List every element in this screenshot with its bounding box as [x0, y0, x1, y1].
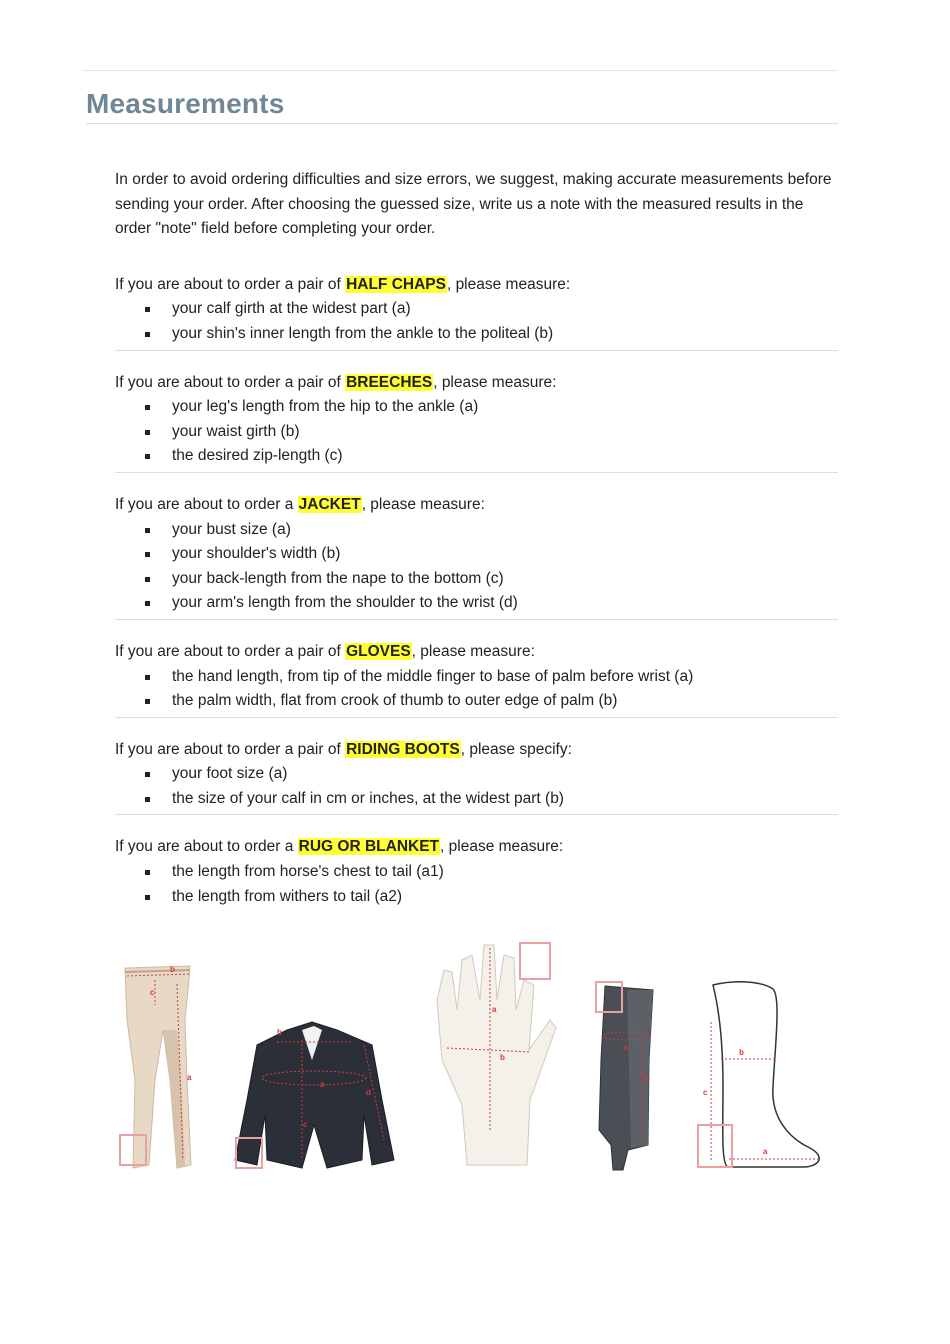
heading-prefix: If you are about to order a pair of	[115, 642, 346, 660]
glove-illustration	[432, 940, 562, 1175]
top-rule	[82, 70, 838, 71]
heading-suffix: , please measure:	[440, 838, 564, 856]
list-item: your waist girth (b)	[145, 420, 838, 445]
list-item: the length from horse's chest to tail (a1)	[145, 860, 838, 885]
section-heading	[115, 273, 838, 298]
section-breeches	[115, 350, 838, 469]
section-half-chaps	[115, 267, 838, 347]
label-b: b	[739, 1048, 744, 1057]
title-underline	[86, 123, 838, 124]
product-highlight: JACKET	[298, 495, 361, 513]
section-rug-blanket	[115, 814, 838, 909]
heading-suffix: , please specify:	[460, 740, 572, 758]
half-chaps-illustration	[593, 980, 663, 1175]
section-jacket	[115, 472, 838, 616]
list-item: your shoulder's width (b)	[145, 542, 838, 567]
heading-prefix: If you are about to order a pair of	[115, 740, 346, 758]
list-item: your bust size (a)	[145, 518, 838, 543]
heading-prefix: If you are about to order a	[115, 495, 298, 513]
list-item: the palm width, flat from crook of thumb to outer edge of palm (b)	[145, 689, 838, 714]
measure-list	[115, 395, 838, 469]
label-c: c	[303, 1120, 308, 1129]
content-body	[115, 168, 838, 909]
product-highlight: GLOVES	[346, 642, 411, 660]
section-riding-boots	[115, 717, 838, 812]
list-item: your leg's length from the hip to the ankle (a)	[145, 395, 838, 420]
label-b: b	[500, 1053, 505, 1062]
jacket-illustration	[232, 1020, 397, 1175]
label-b: b	[170, 965, 175, 974]
list-item: your shin's inner length from the ankle to the politeal (b)	[145, 322, 838, 347]
product-highlight: BREECHES	[346, 373, 433, 391]
heading-prefix: If you are about to order a pair of	[115, 275, 346, 293]
label-b: b	[277, 1028, 282, 1037]
label-c: c	[150, 988, 155, 997]
section-heading	[115, 738, 838, 763]
product-highlight: RIDING BOOTS	[346, 740, 460, 758]
measure-list	[115, 860, 838, 909]
list-item: the hand length, from tip of the middle finger to base of palm before wrist (a)	[145, 665, 838, 690]
label-c: c	[703, 1088, 708, 1097]
list-item: your arm's length from the shoulder to the wrist (d)	[145, 591, 838, 616]
intro-paragraph: In order to avoid ordering difficulties and size errors, we suggest, making accurate measurements before sending your order. After choosing the guessed size, write us a note with the measured results in the order "note" field before completing your order.	[115, 171, 832, 238]
list-item: the length from withers to tail (a2)	[145, 885, 838, 910]
label-a: a	[623, 1043, 628, 1052]
measurement-illustrations	[110, 935, 840, 1180]
label-b: b	[643, 1073, 648, 1082]
section-gloves	[115, 619, 838, 714]
heading-suffix: , please measure:	[446, 275, 571, 293]
measure-list	[115, 762, 838, 811]
heading-suffix: , please measure:	[433, 373, 557, 391]
list-item: your back-length from the nape to the bottom (c)	[145, 567, 838, 592]
product-highlight: RUG OR BLANKET	[298, 838, 440, 856]
measure-list	[115, 297, 838, 346]
label-a: a	[320, 1080, 325, 1089]
heading-prefix: If you are about to order a	[115, 838, 298, 856]
label-a: a	[763, 1147, 768, 1156]
label-d: d	[366, 1088, 371, 1097]
section-heading	[115, 640, 838, 665]
section-heading	[115, 835, 838, 860]
measure-list	[115, 518, 838, 616]
measure-list	[115, 665, 838, 714]
section-heading	[115, 371, 838, 396]
section-heading	[115, 493, 838, 518]
label-a: a	[492, 1005, 497, 1014]
page-title: Measurements	[86, 88, 285, 119]
heading-prefix: If you are about to order a pair of	[115, 373, 346, 391]
watermark-logo	[520, 943, 550, 979]
heading-suffix: , please measure:	[361, 495, 485, 513]
list-item: your calf girth at the widest part (a)	[145, 297, 838, 322]
list-item: the desired zip-length (c)	[145, 444, 838, 469]
watermark-logo	[698, 1125, 732, 1167]
product-highlight: HALF CHAPS	[346, 275, 446, 293]
list-item: the size of your calf in cm or inches, at the widest part (b)	[145, 787, 838, 812]
list-item: your foot size (a)	[145, 762, 838, 787]
breeches-illustration	[115, 960, 205, 1175]
label-a: a	[187, 1073, 192, 1082]
riding-boot-illustration	[693, 977, 828, 1172]
heading-suffix: , please measure:	[411, 642, 535, 660]
